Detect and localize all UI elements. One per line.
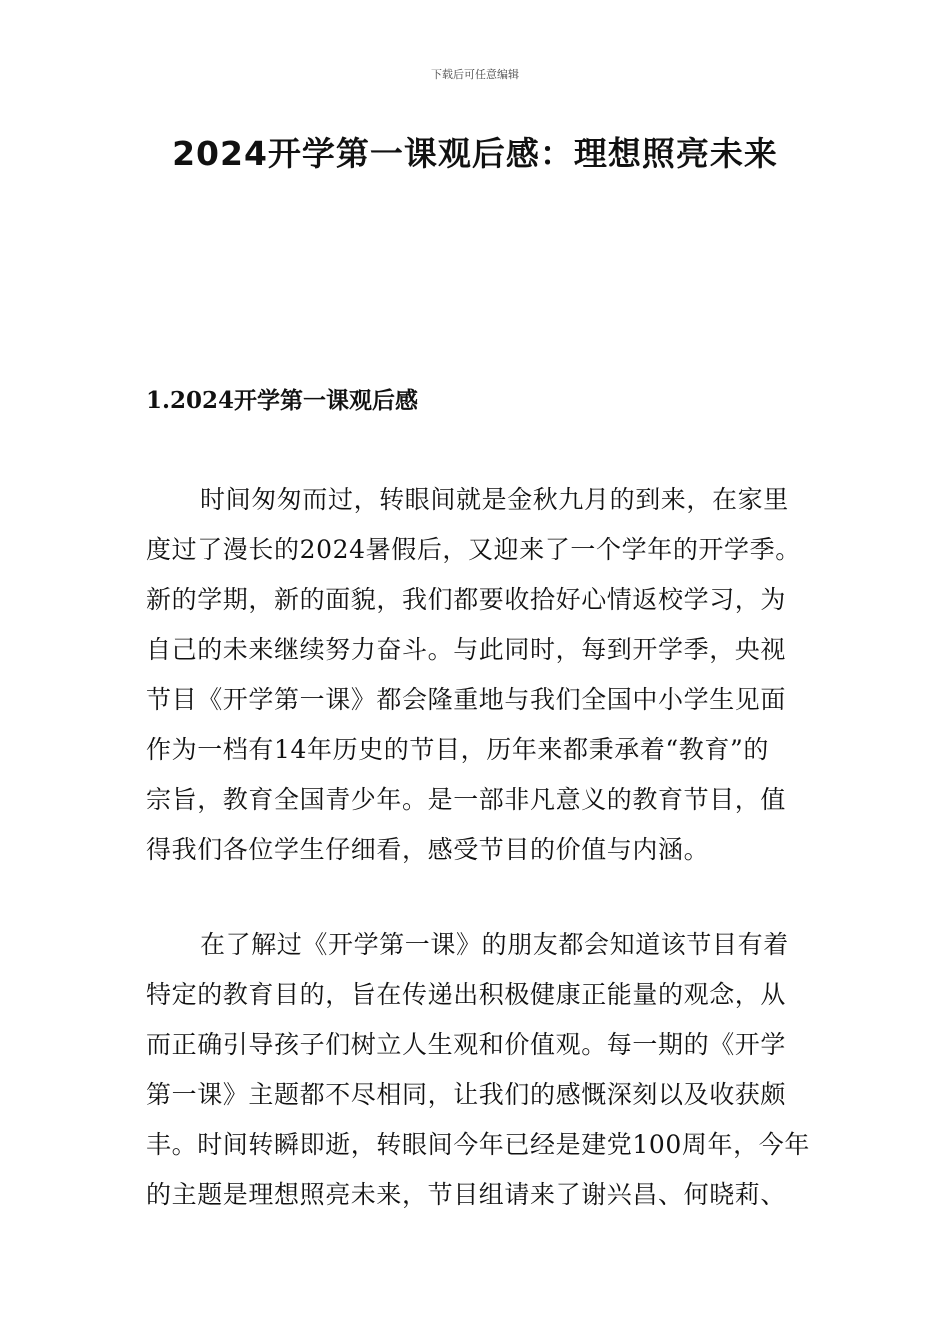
paragraph-line: 第一课》主题都不尽相同，让我们的感慨深刻以及收获颇 bbox=[146, 1080, 787, 1109]
paragraph-line: 在了解过《开学第一课》的朋友都会知道该节目有着 bbox=[200, 930, 789, 959]
paragraph-line: 新的学期，新的面貌，我们都要收拾好心情返校学习，为 bbox=[146, 585, 787, 614]
section-heading: 1.2024开学第一课观后感 bbox=[146, 387, 419, 414]
header-note: 下载后可任意编辑 bbox=[431, 68, 519, 81]
paragraph-line: 节目《开学第一课》都会隆重地与我们全国中小学生见面 bbox=[146, 685, 787, 714]
paragraph-line: 时间匆匆而过，转眼间就是金秋九月的到来，在家里 bbox=[200, 485, 789, 514]
paragraph-line: 得我们各位学生仔细看，感受节目的价值与内涵。 bbox=[146, 835, 710, 864]
document-title: 2024开学第一课观后感：理想照亮未来 bbox=[172, 134, 778, 173]
paragraph-line: 而正确引导孩子们树立人生观和价值观。每一期的《开学 bbox=[146, 1030, 787, 1059]
paragraph-line: 特定的教育目的，旨在传递出积极健康正能量的观念，从 bbox=[146, 980, 787, 1009]
paragraph-1 bbox=[146, 475, 806, 875]
paragraph-line: 的主题是理想照亮未来，节目组请来了谢兴昌、何晓莉、 bbox=[146, 1180, 787, 1209]
paragraph-2 bbox=[146, 920, 810, 1220]
paragraph-line: 作为一档有14年历史的节目，历年来都秉承着“教育”的 bbox=[146, 735, 769, 764]
paragraph-line: 宗旨，教育全国青少年。是一部非凡意义的教育节目，值 bbox=[146, 785, 787, 814]
paragraph-line: 丰。时间转瞬即逝，转眼间今年已经是建党100周年，今年 bbox=[146, 1130, 810, 1159]
paragraph-line: 度过了漫长的2024暑假后，又迎来了一个学年的开学季。 bbox=[146, 535, 801, 564]
paragraph-line: 自己的未来继续努力奋斗。与此同时，每到开学季，央视 bbox=[146, 635, 787, 664]
